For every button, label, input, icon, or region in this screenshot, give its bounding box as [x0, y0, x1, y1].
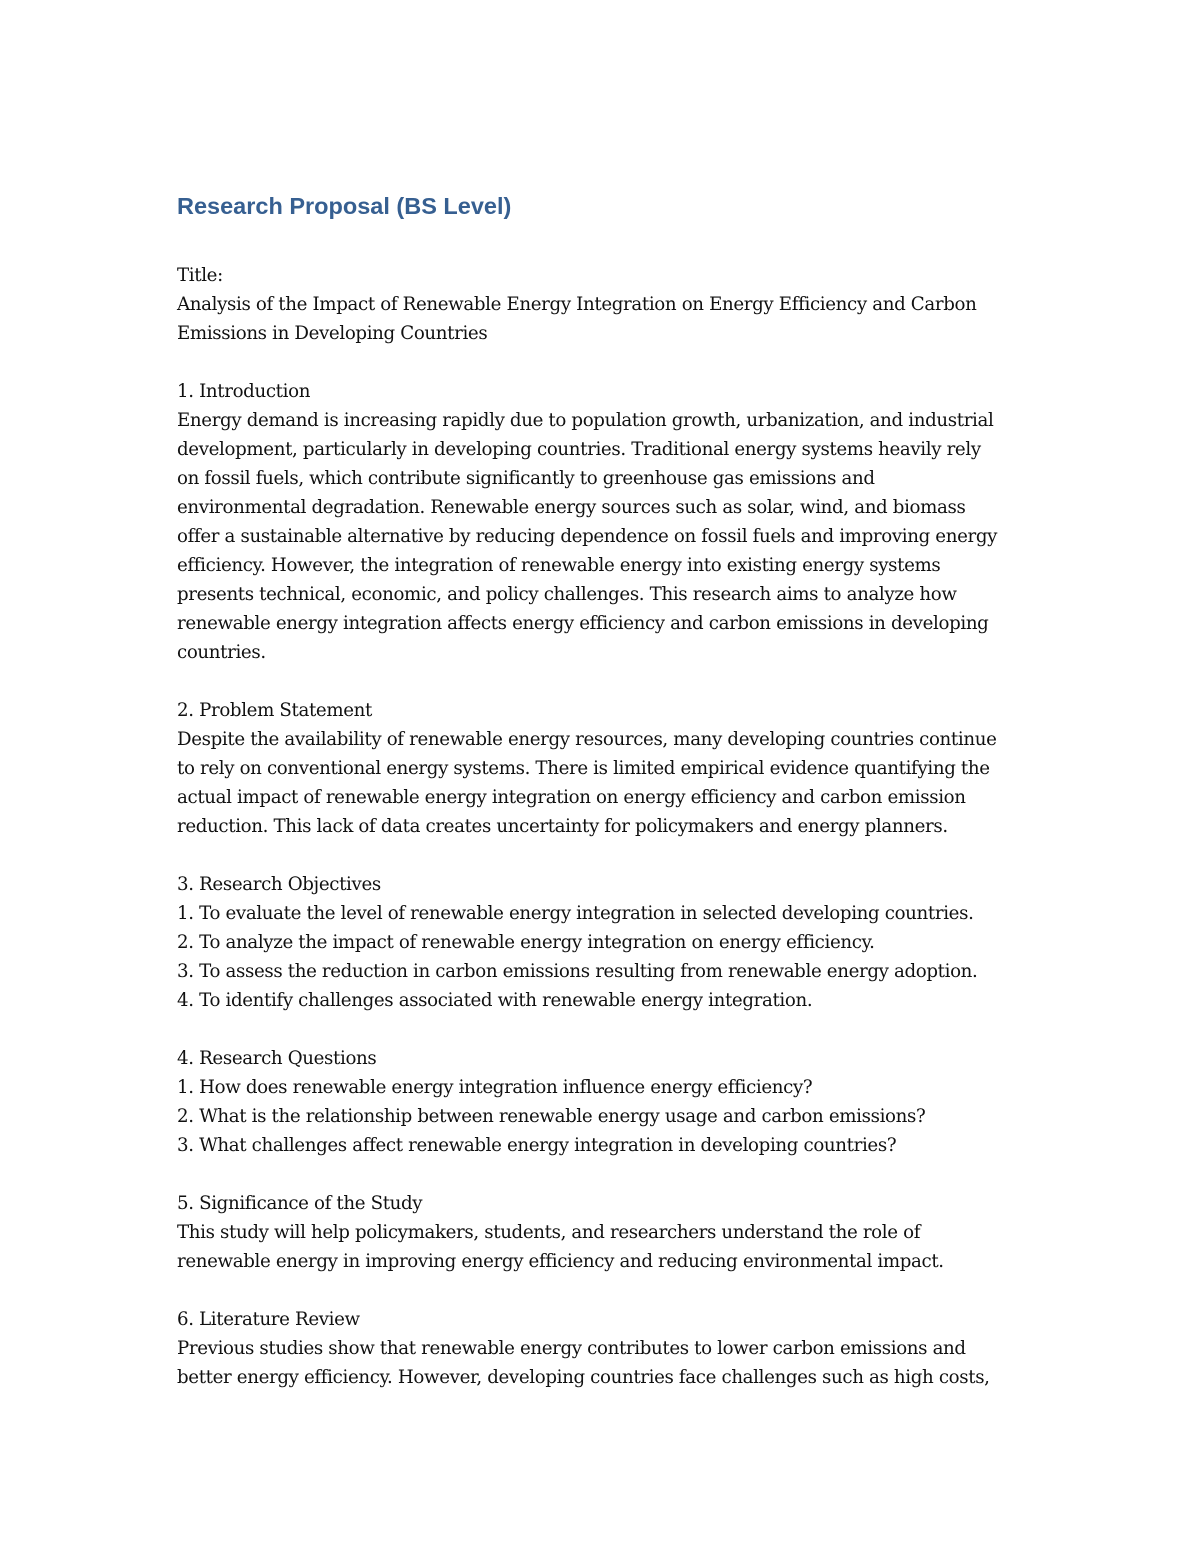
paragraph-line: better energy efficiency. However, developing countries face challenges such as high costs,: [177, 1367, 990, 1388]
paragraph-line: efficiency. However, the integration of renewable energy into existing energy systems: [177, 555, 941, 576]
research-objectives-section: [177, 870, 1037, 1015]
section-heading-literature-review: 6. Literature Review: [177, 1309, 360, 1330]
paragraph-line: renewable energy in improving energy efficiency and reducing environmental impact.: [177, 1251, 944, 1272]
document-heading: Research Proposal (BS Level): [177, 193, 512, 219]
paragraph-line: Despite the availability of renewable energy resources, many developing countries continue: [177, 729, 997, 750]
significance-section: [177, 1189, 1037, 1276]
research-questions-section: [177, 1044, 1037, 1160]
section-heading-research-questions: 4. Research Questions: [177, 1048, 377, 1069]
paragraph-line: renewable energy integration affects energy efficiency and carbon emissions in developing: [177, 613, 989, 634]
paragraph-line: development, particularly in developing countries. Traditional energy systems heavily rely: [177, 439, 981, 460]
paragraph-line: offer a sustainable alternative by reducing dependence on fossil fuels and improving energy: [177, 526, 998, 547]
question-item: 1. How does renewable energy integration influence energy efficiency?: [177, 1077, 813, 1098]
paragraph-line: reduction. This lack of data creates uncertainty for policymakers and energy planners.: [177, 816, 948, 837]
paragraph-line: to rely on conventional energy systems. There is limited empirical evidence quantifying the: [177, 758, 990, 779]
document-content: [177, 190, 1037, 1421]
paragraph-line: environmental degradation. Renewable energy sources such as solar, wind, and biomass: [177, 497, 966, 518]
question-item: 3. What challenges affect renewable energy integration in developing countries?: [177, 1135, 897, 1156]
title-line: Emissions in Developing Countries: [177, 323, 488, 344]
problem-statement-section: [177, 696, 1037, 841]
introduction-section: [177, 377, 1037, 667]
section-heading-significance: 5. Significance of the Study: [177, 1193, 423, 1214]
paragraph-line: Previous studies show that renewable energy contributes to lower carbon emissions and: [177, 1338, 966, 1359]
paragraph-line: on fossil fuels, which contribute significantly to greenhouse gas emissions and: [177, 468, 875, 489]
title-section: [177, 261, 1037, 348]
paragraph-line: Energy demand is increasing rapidly due to population growth, urbanization, and industrial: [177, 410, 994, 431]
objective-item: 2. To analyze the impact of renewable energy integration on energy efficiency.: [177, 932, 875, 953]
title-label: Title:: [177, 265, 223, 286]
objective-item: 4. To identify challenges associated with renewable energy integration.: [177, 990, 813, 1011]
title-line: Analysis of the Impact of Renewable Energy Integration on Energy Efficiency and Carbon: [177, 294, 977, 315]
section-heading-research-objectives: 3. Research Objectives: [177, 874, 381, 895]
objective-item: 1. To evaluate the level of renewable energy integration in selected developing countries.: [177, 903, 974, 924]
paragraph-line: This study will help policymakers, students, and researchers understand the role of: [177, 1222, 921, 1243]
objective-item: 3. To assess the reduction in carbon emissions resulting from renewable energy adoption.: [177, 961, 978, 982]
section-heading-introduction: 1. Introduction: [177, 381, 311, 402]
literature-review-section: [177, 1305, 1037, 1392]
paragraph-line: actual impact of renewable energy integration on energy efficiency and carbon emission: [177, 787, 966, 808]
question-item: 2. What is the relationship between renewable energy usage and carbon emissions?: [177, 1106, 926, 1127]
paragraph-line: countries.: [177, 642, 266, 663]
section-heading-problem-statement: 2. Problem Statement: [177, 700, 372, 721]
paragraph-line: presents technical, economic, and policy challenges. This research aims to analyze how: [177, 584, 957, 605]
